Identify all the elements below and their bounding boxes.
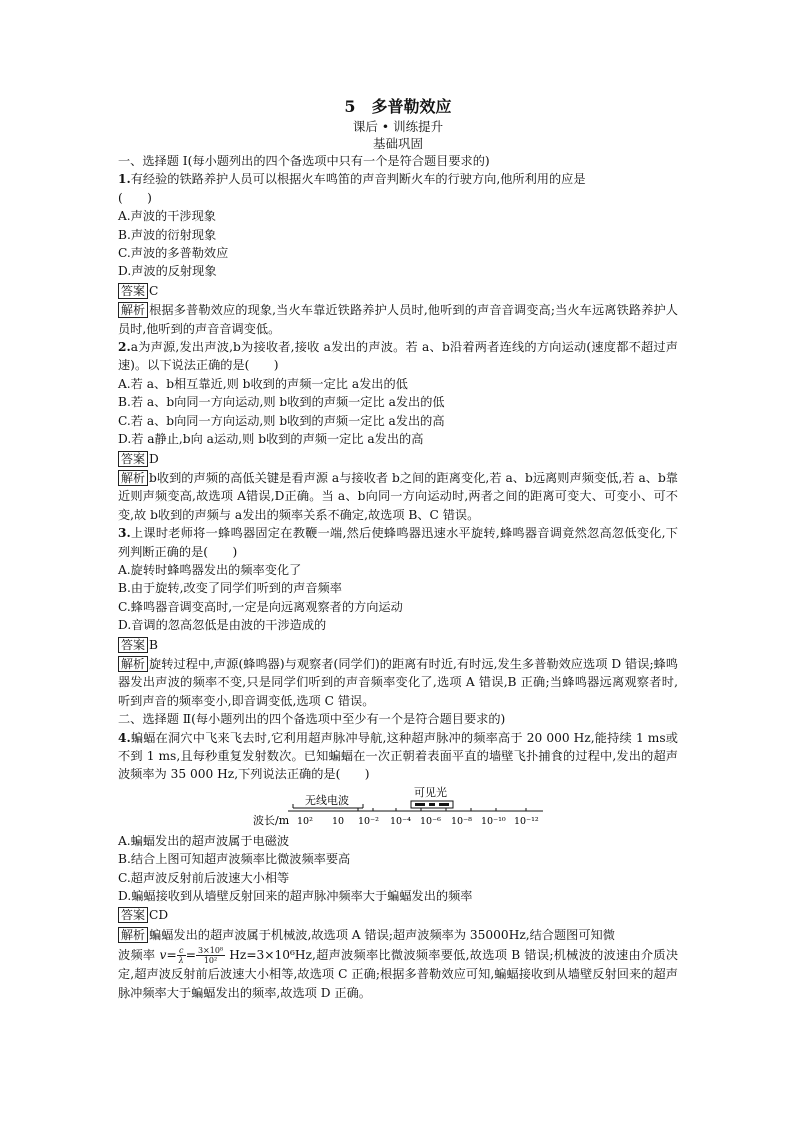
question-1 [118, 170, 678, 338]
formula-c: c [177, 946, 186, 956]
analysis-text: Hz=3×10⁶Hz,超声波频率比微波频率要低,故选项 B 错误;机械波的波速由介质决定,超声波反射前后波速大小相等,故选项 C 正确;根据多普勒效应可知,蝙蝠接收到从墙壁反射回来的超声脉冲频率大于蝙蝠发出的频率,故选项 D 正确。 [118, 948, 679, 1000]
label-visible: 可见光 [414, 785, 447, 799]
option-a: A.声波的干涉现象 [118, 209, 216, 224]
formula-numerator: 3×10⁸ [197, 946, 224, 956]
option-d: D.音调的忽高忽低是由波的干涉造成的 [118, 618, 327, 633]
option-a: A.若 a、b相互靠近,则 b收到的声频一定比 a发出的低 [118, 376, 408, 391]
answer-value: B [149, 637, 158, 652]
tick-label: 10 [332, 815, 345, 827]
tick-label: 10⁻⁴ [390, 815, 411, 827]
question-stem: 有经验的铁路养护人员可以根据火车鸣笛的声音判断火车的行驶方向,他所利用的应是 [130, 172, 586, 187]
option-c: C.蜂鸣器音调变高时,一定是向远离观察者的方向运动 [118, 599, 403, 614]
answer-tag: 答案 [118, 637, 148, 653]
analysis-tag: 解析 [118, 927, 148, 943]
question-number: 3. [118, 526, 131, 541]
answer-tag: 答案 [118, 451, 148, 467]
option-d: D.蝙蝠接收到从墙壁反射回来的超声脉冲频率大于蝙蝠发出的频率 [118, 889, 473, 904]
question-stem: 上课时老师将一蜂鸣器固定在教鞭一端,然后使蜂鸣器迅速水平旋转,蜂鸣器音调竟然忽高忽低变化,下列判断正确的是( ) [118, 526, 678, 559]
option-a: A.旋转时蜂鸣器发出的频率变化了 [118, 562, 302, 577]
formula: v= $\frac{c}{\lambda}$ = $\frac{\text{3×10⁸}}{\text{10²}}$ [159, 946, 224, 966]
option-c: C.超声波反射前后波速大小相等 [118, 870, 290, 885]
question-number: 2. [118, 340, 131, 355]
formula-eq: = [166, 948, 177, 963]
option-d: D.声波的反射现象 [118, 264, 217, 279]
answer-value: D [149, 451, 159, 466]
formula-lambda: λ [178, 956, 184, 966]
answer-blank: ( ) [118, 190, 152, 205]
spectrum-figure [118, 784, 678, 832]
axis-label: 波长/m [253, 813, 290, 827]
document-page [118, 96, 678, 1002]
option-b: B.结合上图可知超声波频率比微波频率要高 [118, 852, 351, 867]
section-label: 二、选择题 Ⅱ(每小题列出的四个备选项中至少有一个是符合题目要求的) [118, 712, 506, 727]
analysis-tag: 解析 [118, 656, 148, 672]
analysis-text: b收到的声频的高低关键是看声源 a与接收者 b之间的距离变化,若 a、b远离则声频变低,若 a、b靠近则声频变高,故选项 A错误,D正确。当 a、b向同一方向运动时,两者之间的距离可变大、可变小、可不变,故 b收到的声频与 a发出的频率关系不确定,故选项 B、C 错误。 [118, 470, 678, 522]
tick-label: 10⁻² [358, 815, 379, 827]
section-heading: 基础巩固 [372, 136, 423, 151]
answer-tag: 答案 [118, 283, 148, 299]
analysis-text: 蝙蝠发出的超声波属于机械波,故选项 A 错误;超声波频率为 35000Hz,结合题图可知微 [149, 927, 615, 942]
answer-value: CD [149, 908, 169, 923]
answer-value: C [149, 283, 159, 298]
analysis-tag: 解析 [118, 302, 148, 318]
question-stem: 蝙蝠在洞穴中飞来飞去时,它利用超声脉冲导航,这种超声脉冲的频率高于 20 000 Hz,能持续 1 ms或不到 1 ms,且每秒重复发射数次。已知蝙蝠在一次正朝着表面平直的墙壁飞扑捕食的过程中,发出的超声波频率为 35 000 Hz,下列说法正确的是( ) [118, 730, 678, 782]
analysis-tag: 解析 [118, 470, 148, 486]
question-2 [118, 338, 678, 524]
tick-label: 10⁻⁶ [420, 815, 441, 827]
question-number: 4. [118, 730, 131, 745]
spectrum-diagram [118, 784, 678, 832]
option-b: B.由于旋转,改变了同学们听到的声音频率 [118, 581, 342, 596]
answer-tag: 答案 [118, 907, 148, 923]
section-label: 一、选择题 Ⅰ(每小题列出的四个备选项中只有一个是符合题目要求的) [118, 154, 490, 168]
formula-c-over-lambda [177, 946, 186, 965]
tick-label: 10² [297, 815, 313, 827]
option-b: B.声波的衍射现象 [118, 227, 217, 242]
question-4 [118, 729, 678, 1002]
label-radio: 无线电波 [305, 793, 349, 807]
formula-fraction [196, 946, 225, 965]
option-b: B.若 a、b向同一方向运动,则 b收到的声频一定比 a发出的低 [118, 395, 445, 410]
analysis-text: 根据多普勒效应的现象,当火车靠近铁路养护人员时,他听到的声音音调变高;当火车远离铁路养护人员时,他听到的声音音调变低。 [118, 303, 678, 336]
tick-label: 10⁻⁸ [451, 815, 472, 827]
question-number: 1. [118, 172, 131, 187]
tick-label: 10⁻¹⁰ [481, 815, 506, 827]
option-c: C.声波的多普勒效应 [118, 246, 229, 261]
option-a: A.蝙蝠发出的超声波属于电磁波 [118, 833, 290, 848]
question-3 [118, 524, 678, 710]
option-d: D.若 a静止,b向 a运动,则 b收到的声频一定比 a发出的高 [118, 432, 424, 447]
option-c: C.若 a、b向同一方向运动,则 b收到的声频一定比 a发出的高 [118, 413, 445, 428]
formula-denominator: 10² [203, 956, 218, 966]
page-subtitle: 课后 • 训练提升 [352, 119, 444, 134]
analysis-text: 波频率 [118, 948, 156, 963]
formula-var: v [159, 948, 167, 963]
question-stem: a为声源,发出声波,b为接收者,接收 a发出的声波。若 a、b沿着两者连线的方向运动(速度都不超过声速)。以下说法正确的是( ) [118, 340, 678, 373]
page-title: 5 多普勒效应 [344, 97, 452, 116]
tick-label: 10⁻¹² [514, 815, 539, 827]
analysis-text: 旋转过程中,声源(蜂鸣器)与观察者(同学们)的距离有时近,有时远,发生多普勒效应选项 D 错误;蜂鸣器发出声波的频率不变,只是同学们听到的声音频率变化了,选项 A 错误,B 正确;当蜂鸣器远离观察者时,听到声音的频率变小,即音调变低,选项 C 错误。 [118, 656, 678, 708]
